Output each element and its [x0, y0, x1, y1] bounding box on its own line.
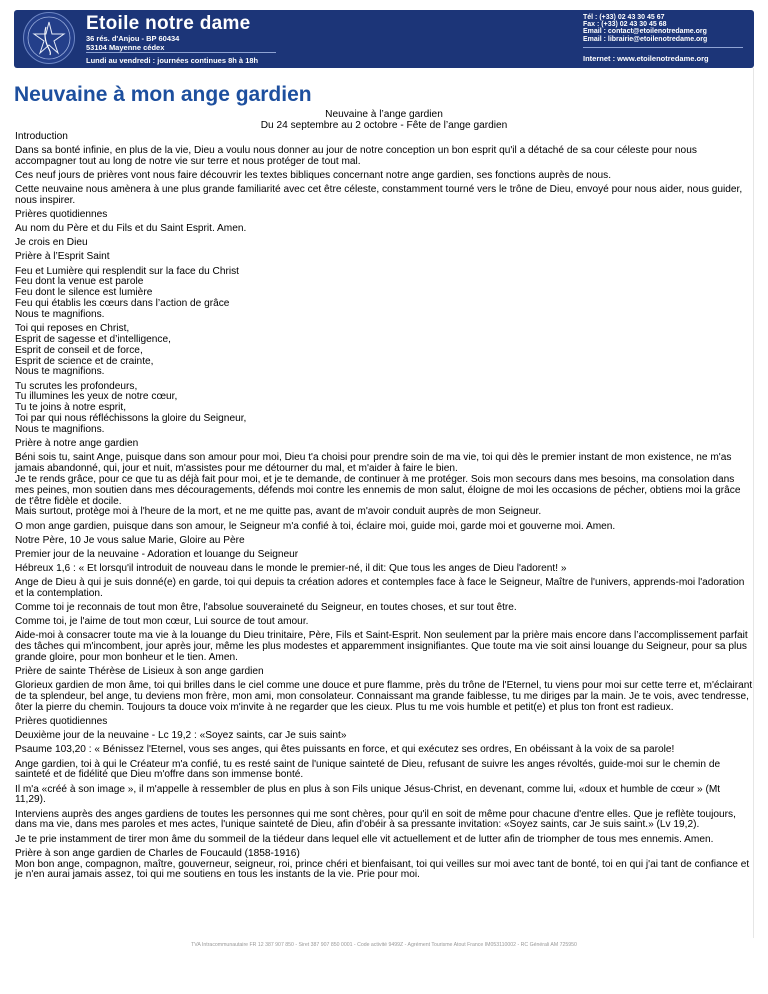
address-line-2: 53104 Mayenne cédex	[86, 42, 165, 52]
header-divider-left	[86, 52, 276, 53]
website-link[interactable]: Internet : www.etoilenotredame.org	[583, 54, 709, 63]
paragraph: Il m'a «créé à son image », il m'appelle à ressembler de plus en plus à son Fils unique Jésus-Christ, en devenant, comme lui, «doux et humble de cœur » (Mt 11,29).	[15, 783, 721, 806]
header-divider-right	[583, 47, 743, 48]
right-border	[753, 68, 754, 938]
paragraph: Prière à l’Esprit Saint	[15, 251, 110, 263]
paragraph: Comme toi je reconnais de tout mon être, l'absolue souveraineté du Seigneur, en toutes choses, et sur tout être.	[15, 602, 517, 614]
contact-info	[583, 14, 707, 43]
paragraph: Glorieux gardien de mon âme, toi qui brilles dans le ciel comme une douce et pure flamme, près du trône de l'Eternel, tu viens pour moi sur cette terre et, m'éclairant de ta splendeur, bel ange, tu deviens mon frère, mon ami, mon consolateur. Connaissant ma grande faiblesse, tu me diriges par la main. Je te vois, avec tendresse, ôter la pierre du chemin. Toujours ta douce voix m'invite à ne regarder que les cieux. Plus tu me vois humble et petit(e) et plus ton front est radieux.	[15, 680, 753, 714]
paragraph: O mon ange gardien, puisque dans son amour, le Seigneur m'a confié à toi, éclaire moi, guide moi, garde moi et gouverne moi. Amen.	[15, 520, 616, 532]
paragraph: Premier jour de la neuvaine - Adoration et louange du Seigneur	[15, 548, 299, 560]
address-line-1: 36 rés. d'Anjou - BP 60434	[86, 34, 180, 43]
paragraph: Ange gardien, toi à qui le Créateur m'a confié, tu es resté saint de l'unique sainteté de Dieu, refusant de suivre les anges révoltés, guide-moi sur le chemin de sainteté et de fidélité que Dieu m'offre dans son immense bonté.	[15, 758, 721, 781]
header-banner	[14, 10, 754, 68]
paragraph: Ange de Dieu à qui je suis donné(e) en garde, toi qui depuis ta création adores et contemples face à face le Seigneur, Maître de l'univers, apprends-moi l'adoration et la contemplation.	[15, 577, 745, 599]
page-title: Neuvaine à mon ange gardien	[14, 83, 312, 106]
legal-footer: TVA Intracommunautaire FR 12 387 907 850 - Siret 387 907 850 0001 - Code activité 9499Z - Agrément Tourisme Atout France IM053110002 - RC Générali AM 725950	[191, 942, 577, 948]
paragraph: Prière à notre ange gardien	[15, 438, 139, 450]
contact-email[interactable]: Email : contact@etoilenotredame.org	[583, 28, 707, 36]
article-body	[15, 110, 753, 885]
paragraph: Prière à son ange gardien de Charles de Foucauld (1858-1916) Mon bon ange, compagnon, maître, gouverneur, seigneur, roi, prince chéri et bienfaisant, toi qui veilles sur moi avec tant de bonté, toi en qui j'ai tant de confiance et je n'en aurai jamais assez, toi qui me soutiens en tous les instants de la vie. Prie pour moi.	[15, 847, 750, 881]
centered-subtitle: Du 24 septembre au 2 octobre - Fête de l’ange gardien	[260, 119, 508, 131]
centered-subtitle: Neuvaine à l’ange gardien	[325, 109, 443, 120]
paragraph: Au nom du Père et du Fils et du Saint Esprit. Amen.	[15, 223, 247, 235]
paragraph: Psaume 103,20 : « Bénissez l'Eternel, vous ses anges, qui êtes puissants en force, et qui exécutez ses ordres, En obéissant à la voix de sa parole!	[15, 744, 675, 756]
paragraph: Hébreux 1,6 : « Et lorsqu'il introduit de nouveau dans le monde le premier-né, il dit: Que tous les anges de Dieu l'adorent! »	[15, 562, 567, 574]
logo	[23, 12, 75, 64]
organization-name: Etoile notre dame	[86, 13, 251, 34]
paragraph: Introduction	[15, 130, 68, 142]
paragraph: Béni sois tu, saint Ange, puisque dans son amour pour moi, Dieu t'a choisi pour prendre soin de ma vie, toi qui dès le premier instant de mon existence, ne m'as jamais abandonné, qui, jour et nuit, m'assistes pour me détourner du mal, et m'aider à faire le bien. Je te rends grâce, pour ce que tu as déjà fait pour moi, et je te demande, de continuer à me protéger. Sois mon secours dans mes besoins, ma consolation dans mes peines, mon soutien dans mes découragements, défends moi contre les ennemis de mon salut, éloigne de moi les occasions de pécher, obtiens moi la grâce de t'être fidèle et docile. Mais surtout, protège moi à l'heure de la mort, et ne me quitte pas, avant de m'avoir conduit auprès de mon Seigneur.	[15, 452, 741, 518]
paragraph: Tu scrutes les profondeurs, Tu illumines les yeux de notre cœur, Tu te joins à notre esprit, Toi par qui nous réfléchissons la gloire du Seigneur, Nous te magnifions.	[15, 380, 247, 435]
opening-hours: Lundi au vendredi : journées continues 8h à 18h	[86, 56, 259, 65]
paragraph: Je te prie instamment de tirer mon âme du sommeil de la tiédeur dans lequel elle vit actuellement et de lutter afin de triompher de tous mes ennemis. Amen.	[15, 833, 714, 845]
librairie-email[interactable]: Email : librairie@etoilenotredame.org	[583, 35, 708, 43]
paragraph: Dans sa bonté infinie, en plus de la vie, Dieu a voulu nous donner au jour de notre conception un bon esprit qu'il a détaché de sa cour céleste pour nous accompagner tout au long de notre vie sur terre et nous protéger de tout mal.	[15, 144, 697, 167]
organization-address	[86, 35, 179, 52]
paragraph: Aide-moi à consacrer toute ma vie à la louange du Dieu trinitaire, Père, Fils et Saint-Esprit. Non seulement par la prière mais encore dans l’accomplissement parfait des tâches qui m'incombent, jour après jour, même les plus modestes et apparemment insignifiantes. Que toute ma vie soit ainsi louange du Seigneur, pour sa plus grande gloire, pour mon bonheur et le tien. Amen.	[15, 630, 748, 664]
paragraph: Interviens auprès des anges gardiens de toutes les personnes qui me sont chères, pour qu'il en soit de même pour chacune d'entre elles. Que je reflète toujours, dans ma vie, dans mes paroles et mes actes, l'unique sainteté de Dieu, afin d'obéir à sa pressante invitation: «Soyez saints, car Je suis saint.» (Lv 19,2).	[15, 808, 736, 831]
paragraph: Je crois en Dieu	[15, 237, 88, 249]
paragraph: Cette neuvaine nous amènera à une plus grande familiarité avec cet être céleste, constamment tourné vers le trône de Dieu, envoyé pour nous aider, nous guider, nous inspirer.	[15, 183, 743, 206]
paragraph: Prières quotidiennes	[15, 716, 108, 728]
paragraph: Feu et Lumière qui resplendit sur la face du Christ Feu dont la venue est parole Feu dont le silence est lumière Feu qui établis les cœurs dans l’action de grâce Nous te magnifions.	[15, 265, 239, 320]
paragraph: Deuxième jour de la neuvaine - Lc 19,2 : «Soyez saints, car Je suis saint»	[15, 730, 347, 742]
paragraph: Notre Père, 10 Je vous salue Marie, Gloire au Père	[15, 534, 245, 546]
paragraph: Comme toi, je l'aime de tout mon cœur, Lui source de tout amour.	[15, 616, 309, 628]
paragraph: Prières quotidiennes	[15, 208, 108, 220]
phone-number: Tél : (+33) 02 43 30 45 67	[583, 14, 665, 21]
paragraph: Ces neuf jours de prières vont nous faire découvrir les textes bibliques concernant notre ange gardien, ses fonctions auprès de nous.	[15, 169, 612, 181]
star-logo-icon	[24, 13, 74, 63]
paragraph: Toi qui reposes en Christ, Esprit de sagesse et d’intelligence, Esprit de conseil et de force, Esprit de science et de crainte, Nous te magnifions.	[15, 323, 171, 378]
fax-number: Fax : (+33) 02 43 30 45 68	[583, 21, 667, 29]
paragraph: Prière de sainte Thérèse de Lisieux à son ange gardien	[15, 666, 264, 678]
